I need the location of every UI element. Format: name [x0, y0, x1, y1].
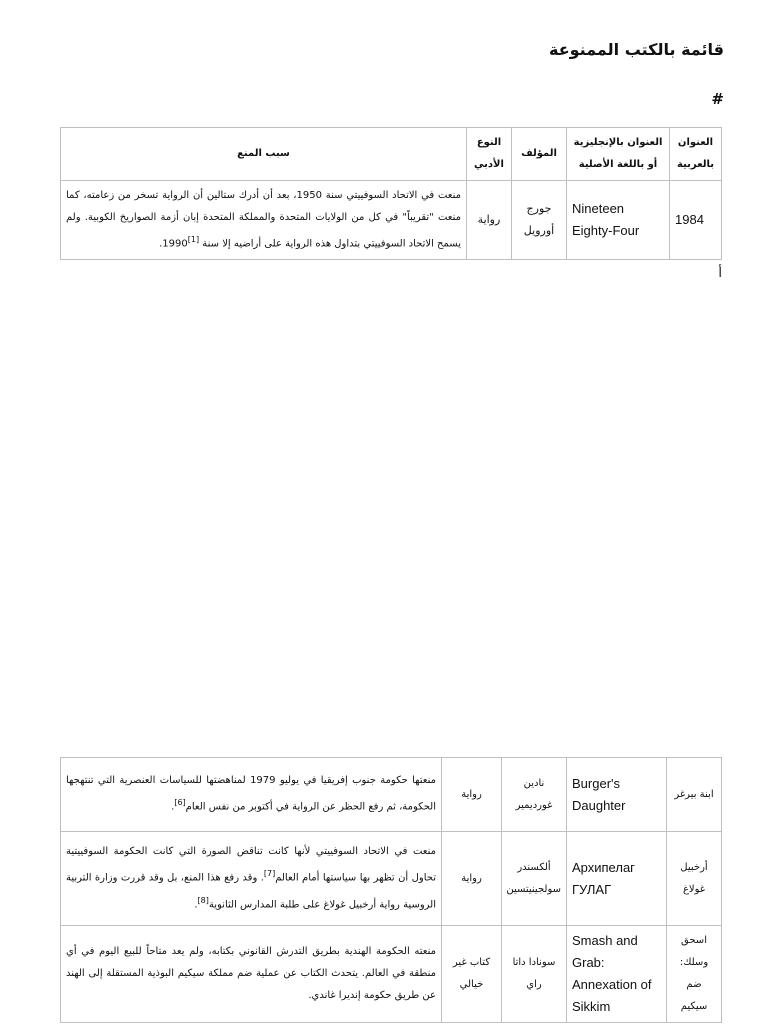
reason-text: منعتها حكومة جنوب إفريقيا في يوليو 1979 لمناهضتها للسياسات العنصرية التي تنتهجها الحكومة، ثم رفع الحظر عن الرواية في أكتوبر من نفس العام — [66, 775, 436, 813]
book-link[interactable]: Burger's Daughter — [572, 775, 626, 813]
reason-text-end: . — [194, 898, 198, 910]
reason-text-end: 1990. — [159, 238, 188, 250]
cell-author[interactable]: ألكسندر سولجينيتسين — [502, 832, 567, 926]
banned-books-table-numeric — [60, 127, 722, 260]
cell-arabic-title: 1984 — [670, 181, 722, 260]
cell-original-title[interactable] — [567, 926, 667, 1023]
header-original-title: العنوان بالإنجليزية أو باللغة الأصلية — [567, 128, 670, 181]
table-header-row — [61, 128, 722, 181]
table-row — [61, 758, 722, 832]
reference-link-2[interactable]: [8] — [197, 895, 209, 905]
cell-genre: رواية — [467, 181, 512, 260]
book-link[interactable]: Smash and Grab: Annexation of Sikkim — [572, 933, 652, 1014]
table-row — [61, 832, 722, 926]
cell-author[interactable] — [512, 181, 567, 260]
cell-arabic-title: اسحق وسلك: ضم سيكيم — [667, 926, 722, 1023]
cell-original-title[interactable] — [567, 181, 670, 260]
section-heading-alef: أ — [718, 266, 722, 281]
cell-author[interactable]: نادين غورديمير — [502, 758, 567, 832]
cell-reason — [61, 832, 442, 926]
reference-link[interactable]: [7] — [263, 869, 276, 879]
header-author: المؤلف — [512, 128, 567, 181]
reason-text: منعت في الاتحاد السوفييتي لأنها كانت تناقض الصورة التي كانت الحكومة السوفييتية تحاول أن تظهر بها سياستها أمام العالم — [66, 846, 436, 884]
header-reason: سبب المنع — [61, 128, 467, 181]
header-arabic-title: العنوان بالعربية — [670, 128, 722, 181]
cell-arabic-title: أرخبيل غولاغ — [667, 832, 722, 926]
reason-text-end: . — [171, 801, 175, 813]
cell-author[interactable]: سونادا داتا راي — [502, 926, 567, 1023]
cell-genre: رواية — [442, 758, 502, 832]
reason-text: منعته الحكومة الهندية بطريق التدرش القانوني بكتابه، ولم يعد متاحاً للبيع اليوم في أي منطقة في العالم. يتحدث الكتاب عن عملية ضم مملكة سيكيم البوذية المستقلة إلى الهند عن طريق حكومة إنديرا غاندي. — [66, 946, 436, 1001]
reference-link[interactable]: [6] — [174, 798, 186, 808]
book-link[interactable]: Архипелаг ГУЛАГ — [572, 859, 635, 897]
reason-text-mid: . وقد رفع هذا المنع، بل وقد قررت وزارة التربية الروسية رواية أرخبيل غولاغ على طلبة المدارس الثانوية — [66, 872, 436, 910]
book-link[interactable]: Nineteen Eighty-Four — [572, 201, 640, 239]
banned-books-table-alef — [60, 757, 722, 1023]
cell-reason — [61, 758, 442, 832]
table-row — [61, 181, 722, 260]
header-genre: النوع الأدبي — [467, 128, 512, 181]
section-heading-hash: # — [711, 90, 724, 108]
cell-genre: كتاب غير خيالي — [442, 926, 502, 1023]
cell-reason — [61, 181, 467, 260]
reason-text: منعت في الاتحاد السوفييتي سنة 1950، بعد أن أدرك ستالين أن الرواية تسخر من زعامته، كما منعت "تقريباً" في كل من الولايات المتحدة والمملكة المتحدة إبان أزمة الصواريخ الكوبية. ولم يسمح الاتحاد السوفييتي بتداول هذه الرواية على أراضيه إلا سنة — [66, 190, 461, 250]
reference-link[interactable]: [1] — [187, 235, 200, 244]
cell-genre: رواية — [442, 832, 502, 926]
cell-arabic-title: ابنة بيرغر — [667, 758, 722, 832]
cell-original-title[interactable] — [567, 832, 667, 926]
table-row — [61, 926, 722, 1023]
cell-reason — [61, 926, 442, 1023]
cell-original-title[interactable] — [567, 758, 667, 832]
page-title: قائمة بالكتب الممنوعة — [549, 40, 724, 59]
author-link[interactable]: جورج أورويل — [523, 202, 555, 238]
